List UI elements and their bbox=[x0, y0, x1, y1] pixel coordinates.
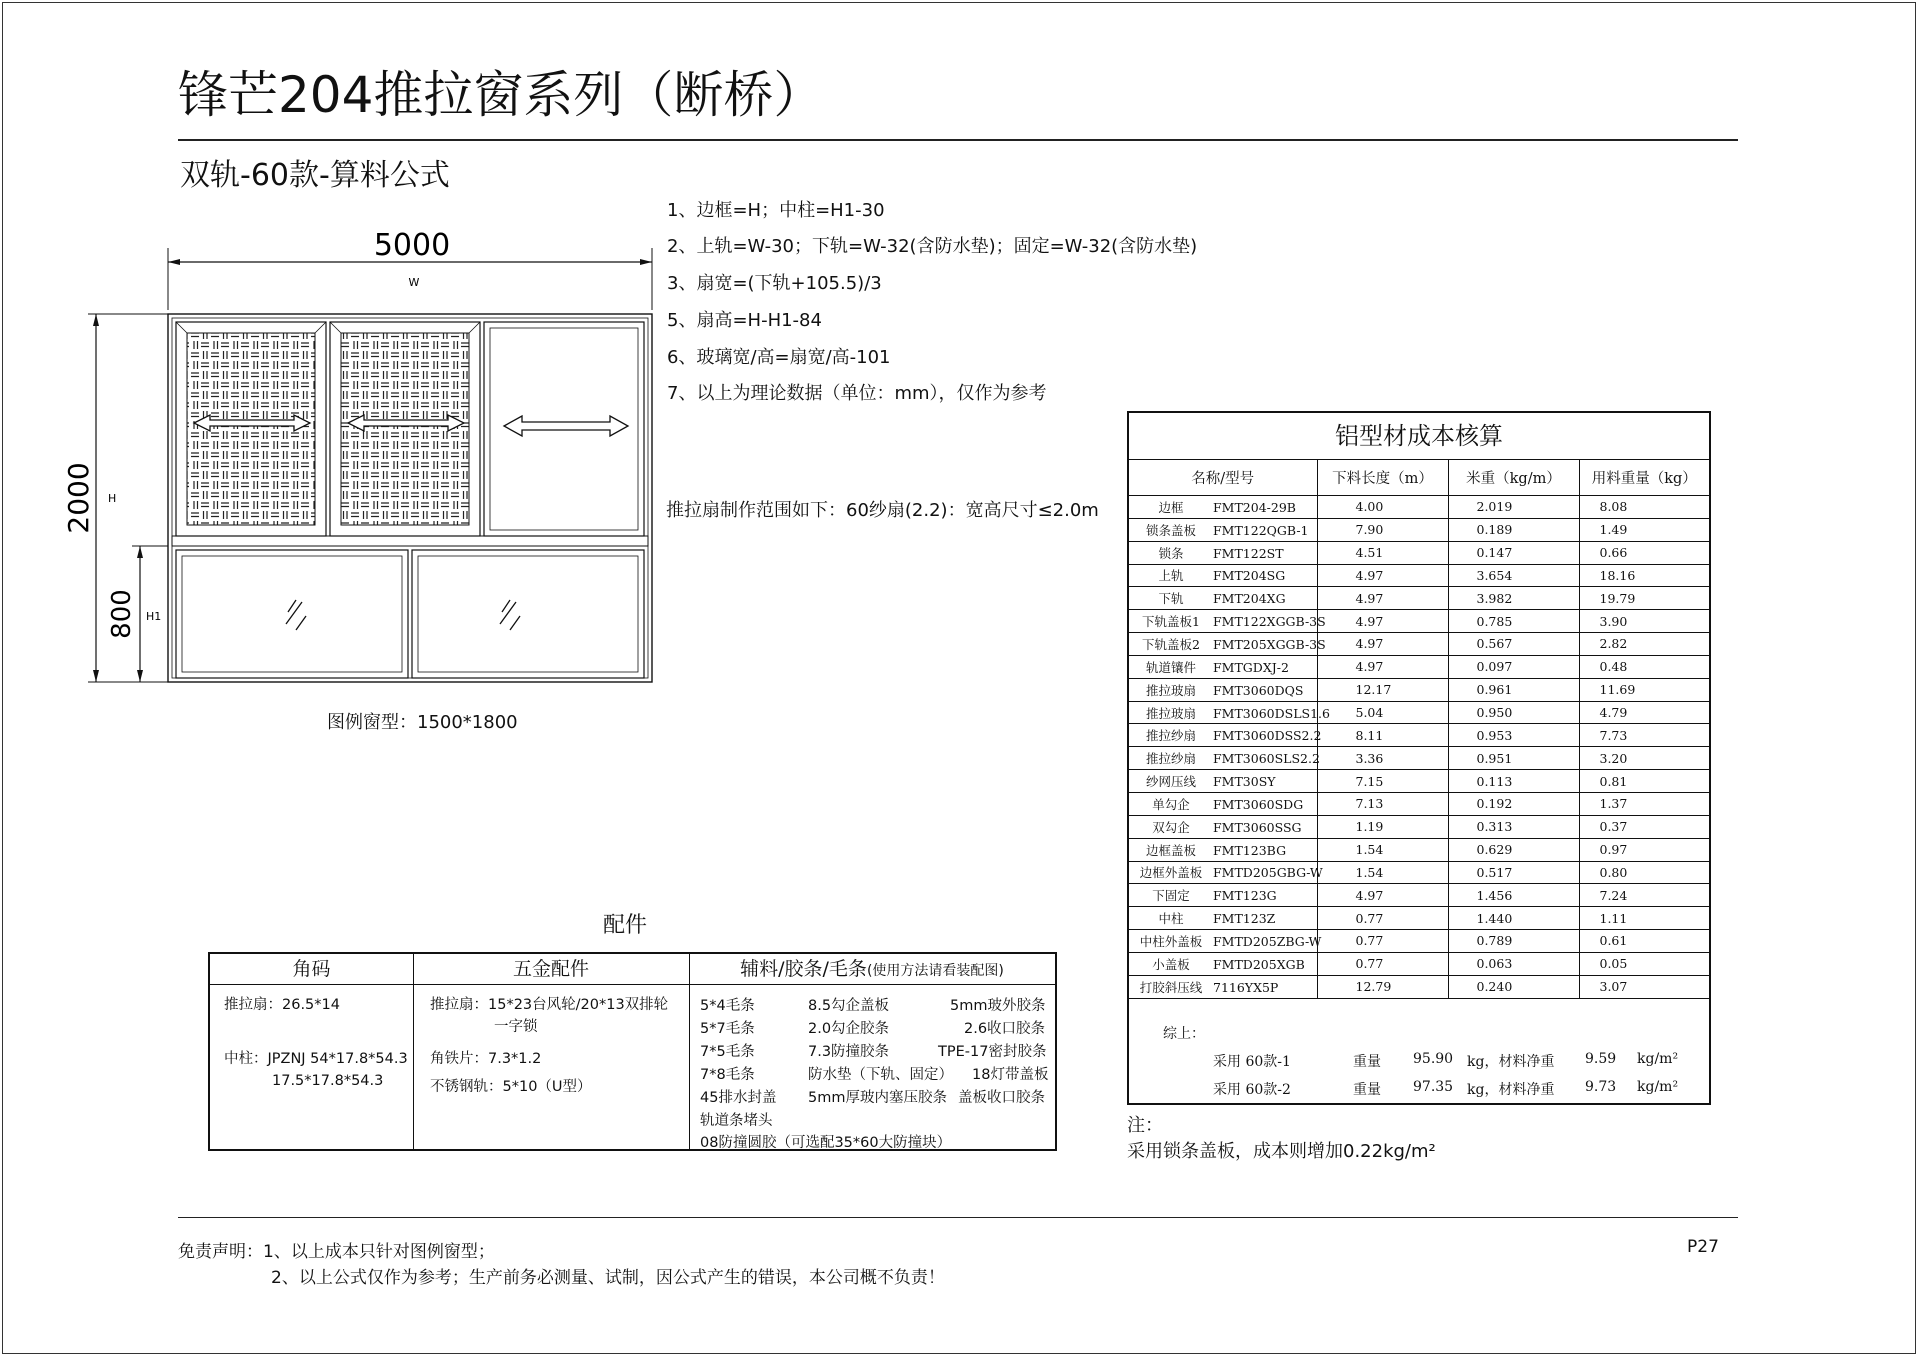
section-subtitle: 双轨-60款-算料公式 bbox=[180, 158, 450, 193]
table-row bbox=[1129, 792, 1709, 815]
cost-table bbox=[1127, 411, 1711, 1105]
table-row bbox=[1129, 564, 1709, 587]
weight-per-meter-cell: 0.567 bbox=[1448, 633, 1579, 656]
column-header: 名称/型号 bbox=[1129, 459, 1317, 496]
summary-unit: kg/m² bbox=[1637, 1079, 1679, 1095]
hardware-item: 不锈钢轨：5*10（U型） bbox=[430, 1079, 592, 1095]
total-weight-cell: 0.66 bbox=[1579, 541, 1709, 564]
column-header: 米重（kg/m） bbox=[1448, 459, 1579, 496]
weight-per-meter-cell: 0.950 bbox=[1448, 701, 1579, 724]
item-model: FMT3060DQS bbox=[1213, 682, 1304, 698]
weight-per-meter-cell: 1.456 bbox=[1448, 884, 1579, 907]
total-weight-cell: 3.90 bbox=[1579, 610, 1709, 633]
total-weight-cell: 0.48 bbox=[1579, 655, 1709, 678]
summary-row bbox=[1129, 1079, 1709, 1101]
column-header-main: 辅料/胶条/毛条 bbox=[740, 958, 867, 980]
aux-item: 5*4毛条 bbox=[700, 998, 755, 1014]
dimension-width-value: 5000 bbox=[373, 228, 451, 263]
length-cell: 1.19 bbox=[1317, 815, 1448, 838]
weight-per-meter-cell: 0.313 bbox=[1448, 815, 1579, 838]
item-name: 纱网压线 bbox=[1145, 774, 1196, 790]
formula-line: 5、扇高=H-H1-84 bbox=[667, 310, 822, 331]
item-name-cell bbox=[1129, 747, 1320, 770]
weight-per-meter-cell: 0.147 bbox=[1448, 541, 1579, 564]
note-title: 注： bbox=[1127, 1115, 1163, 1136]
total-weight-cell: 8.08 bbox=[1579, 496, 1709, 519]
hardware-item: 角铁片：7.3*1.2 bbox=[430, 1051, 542, 1067]
weight-per-meter-cell: 0.113 bbox=[1448, 770, 1579, 793]
item-name-cell bbox=[1129, 770, 1317, 793]
aux-item: 8.5勾企盖板 bbox=[808, 998, 890, 1014]
aux-item: 5mm玻外胶条 bbox=[950, 998, 1046, 1014]
weight-per-meter-cell: 0.063 bbox=[1448, 952, 1579, 975]
item-name-cell bbox=[1129, 815, 1317, 838]
length-cell: 0.77 bbox=[1317, 952, 1448, 975]
summary-weight: 95.90 bbox=[1413, 1051, 1454, 1067]
table-row bbox=[1129, 496, 1709, 519]
aux-item: 08防撞圆胶（可选配35*60大防撞块） bbox=[700, 1135, 952, 1151]
item-name-cell bbox=[1129, 884, 1317, 907]
item-model: FMT122QGB-1 bbox=[1213, 522, 1309, 538]
aux-item: 2.0勾企胶条 bbox=[808, 1021, 890, 1037]
total-weight-cell: 0.05 bbox=[1579, 952, 1709, 975]
item-model: FMTD205ZBG-W bbox=[1213, 933, 1322, 949]
item-model: FMT3060DSS2.2 bbox=[1213, 728, 1322, 744]
item-model: FMT204SG bbox=[1213, 568, 1286, 584]
summary-label: 综上： bbox=[1163, 1026, 1205, 1042]
item-name-cell bbox=[1129, 701, 1330, 724]
length-cell: 4.97 bbox=[1317, 610, 1448, 633]
length-cell: 4.51 bbox=[1317, 541, 1448, 564]
item-name-cell bbox=[1129, 792, 1317, 815]
item-model: FMTD205XGB bbox=[1213, 956, 1305, 972]
weight-per-meter-cell: 1.440 bbox=[1448, 907, 1579, 930]
summary-weight-label: 重量 bbox=[1353, 1054, 1381, 1070]
item-name-cell bbox=[1129, 610, 1326, 633]
item-name: 推拉玻扇 bbox=[1145, 705, 1196, 721]
table-row bbox=[1129, 952, 1709, 975]
item-name-cell bbox=[1129, 518, 1317, 541]
length-cell: 3.36 bbox=[1317, 747, 1448, 770]
formula-line: 1、边框=H；中柱=H1-30 bbox=[667, 200, 885, 221]
item-name-cell bbox=[1129, 633, 1326, 656]
summary-weight: 97.35 bbox=[1413, 1079, 1454, 1095]
column-header bbox=[689, 954, 1055, 985]
length-cell: 1.54 bbox=[1317, 861, 1448, 884]
length-cell: 5.04 bbox=[1317, 701, 1448, 724]
table-row bbox=[1129, 587, 1709, 610]
item-model: FMT122ST bbox=[1213, 545, 1284, 561]
item-name: 上轨 bbox=[1158, 568, 1184, 584]
item-name: 小盖板 bbox=[1152, 956, 1190, 972]
length-cell: 0.77 bbox=[1317, 930, 1448, 953]
range-note: 推拉扇制作范围如下：60纱扇(2.2)：宽高尺寸≤2.0m bbox=[666, 500, 1099, 521]
table-row bbox=[1129, 907, 1709, 930]
table-row bbox=[1129, 930, 1709, 953]
item-name: 打胶斜压线 bbox=[1139, 979, 1203, 995]
item-name: 推拉纱扇 bbox=[1145, 751, 1196, 767]
weight-per-meter-cell: 0.789 bbox=[1448, 930, 1579, 953]
length-cell: 4.97 bbox=[1317, 655, 1448, 678]
length-cell: 7.15 bbox=[1317, 770, 1448, 793]
item-model: FMT205XGGB-3S bbox=[1213, 636, 1326, 652]
formula-line: 2、上轨=W-30；下轨=W-32(含防水垫)；固定=W-32(含防水垫) bbox=[667, 236, 1198, 257]
item-name-cell bbox=[1129, 975, 1317, 998]
item-model: FMT204XG bbox=[1213, 591, 1286, 607]
table-row bbox=[1129, 633, 1709, 656]
dimension-width-symbol: W bbox=[408, 276, 420, 289]
item-model: FMT3060SLS2.2 bbox=[1213, 751, 1320, 767]
summary-unit: kg/m² bbox=[1637, 1051, 1679, 1067]
window-drawing bbox=[60, 220, 680, 690]
cost-table-grid bbox=[1129, 459, 1709, 999]
summary-row bbox=[1129, 1051, 1709, 1073]
length-cell: 4.97 bbox=[1317, 884, 1448, 907]
corner-item: 推拉扇：26.5*14 bbox=[224, 997, 340, 1013]
item-model: 7116YX5P bbox=[1213, 979, 1279, 995]
column-header: 五金配件 bbox=[413, 954, 689, 985]
table-row bbox=[1129, 747, 1709, 770]
total-weight-cell: 0.97 bbox=[1579, 838, 1709, 861]
weight-per-meter-cell: 2.019 bbox=[1448, 496, 1579, 519]
table-row bbox=[1129, 861, 1709, 884]
table-row bbox=[1129, 815, 1709, 838]
column-header: 下料长度（m） bbox=[1317, 459, 1448, 496]
table-row bbox=[1129, 655, 1709, 678]
summary-unit: kg，材料净重 bbox=[1467, 1054, 1555, 1070]
item-name: 单勾企 bbox=[1152, 796, 1190, 812]
dimension-lower-value: 800 bbox=[107, 589, 137, 639]
total-weight-cell: 7.24 bbox=[1579, 884, 1709, 907]
summary-weight-label: 重量 bbox=[1353, 1082, 1381, 1098]
page-number: P27 bbox=[1687, 1237, 1719, 1257]
dimension-lower-symbol: H1 bbox=[146, 610, 162, 623]
item-model: FMT3060DSLS1.6 bbox=[1213, 705, 1330, 721]
item-name: 下轨盖板2 bbox=[1142, 636, 1200, 652]
item-model: FMT123G bbox=[1213, 888, 1277, 904]
dimension-height-value: 2000 bbox=[62, 462, 95, 534]
total-weight-cell: 4.79 bbox=[1579, 701, 1709, 724]
aux-item: 18灯带盖板 bbox=[972, 1067, 1049, 1083]
item-name: 下轨盖板1 bbox=[1142, 614, 1200, 630]
accessories-table bbox=[208, 952, 1057, 1151]
weight-per-meter-cell: 0.189 bbox=[1448, 518, 1579, 541]
weight-per-meter-cell: 0.785 bbox=[1448, 610, 1579, 633]
aux-item: 5mm厚玻内塞压胶条 bbox=[808, 1090, 947, 1106]
item-model: FMT123BG bbox=[1213, 842, 1287, 858]
item-name-cell bbox=[1129, 838, 1317, 861]
note-text: 采用锁条盖板，成本则增加0.22kg/m² bbox=[1127, 1141, 1436, 1162]
cost-table-body bbox=[1129, 496, 1709, 999]
weight-per-meter-cell: 0.240 bbox=[1448, 975, 1579, 998]
table-row bbox=[1129, 838, 1709, 861]
length-cell: 12.17 bbox=[1317, 678, 1448, 701]
item-name: 推拉纱扇 bbox=[1145, 728, 1196, 744]
formula-line: 3、扇宽=(下轨+105.5)/3 bbox=[667, 273, 882, 294]
weight-per-meter-cell: 0.951 bbox=[1448, 747, 1579, 770]
table-row bbox=[1129, 678, 1709, 701]
aux-item: 防水垫（下轨、固定） bbox=[808, 1067, 953, 1083]
weight-per-meter-cell: 3.982 bbox=[1448, 587, 1579, 610]
item-model: FMTGDXJ-2 bbox=[1213, 659, 1289, 675]
item-name-cell bbox=[1129, 907, 1317, 930]
total-weight-cell: 19.79 bbox=[1579, 587, 1709, 610]
table-row bbox=[1129, 884, 1709, 907]
footer-divider bbox=[178, 1217, 1738, 1218]
item-name: 中柱 bbox=[1158, 911, 1184, 927]
column-header: 角码 bbox=[210, 954, 413, 985]
length-cell: 0.77 bbox=[1317, 907, 1448, 930]
hardware-item: 推拉扇：15*23台风轮/20*13双排轮 bbox=[430, 997, 669, 1013]
weight-per-meter-cell: 0.953 bbox=[1448, 724, 1579, 747]
total-weight-cell: 0.81 bbox=[1579, 770, 1709, 793]
aux-item: 7*5毛条 bbox=[700, 1044, 755, 1060]
aux-item: 7.3防撞胶条 bbox=[808, 1044, 890, 1060]
total-weight-cell: 18.16 bbox=[1579, 564, 1709, 587]
item-name: 中柱外盖板 bbox=[1139, 933, 1203, 949]
item-name-cell bbox=[1129, 930, 1322, 953]
item-name-cell bbox=[1129, 655, 1317, 678]
item-name: 锁条盖板 bbox=[1145, 522, 1196, 538]
column-header-sub: (使用方法请看装配图) bbox=[866, 963, 1004, 979]
length-cell: 4.97 bbox=[1317, 587, 1448, 610]
total-weight-cell: 1.49 bbox=[1579, 518, 1709, 541]
item-model: FMT123Z bbox=[1213, 911, 1276, 927]
item-name: 边框 bbox=[1158, 499, 1184, 515]
summary-unit: kg，材料净重 bbox=[1467, 1082, 1555, 1098]
total-weight-cell: 7.73 bbox=[1579, 724, 1709, 747]
length-cell: 4.97 bbox=[1317, 633, 1448, 656]
length-cell: 7.13 bbox=[1317, 792, 1448, 815]
corner-item: 17.5*17.8*54.3 bbox=[272, 1073, 384, 1089]
corner-item: 中柱：JPZNJ 54*17.8*54.3 bbox=[224, 1051, 408, 1067]
cost-table-title: 铝型材成本核算 bbox=[1129, 413, 1709, 460]
table-row bbox=[1129, 724, 1709, 747]
total-weight-cell: 1.37 bbox=[1579, 792, 1709, 815]
summary-use: 采用 60款-2 bbox=[1213, 1082, 1291, 1098]
table-row bbox=[1129, 541, 1709, 564]
item-name: 下固定 bbox=[1152, 888, 1190, 904]
aux-item: 2.6收口胶条 bbox=[964, 1021, 1046, 1037]
formula-line: 7、以上为理论数据（单位：mm），仅作为参考 bbox=[667, 383, 1047, 404]
item-name: 边框外盖板 bbox=[1139, 865, 1203, 881]
page-title: 锋芒204推拉窗系列（断桥） bbox=[178, 66, 824, 124]
item-name-cell bbox=[1129, 724, 1322, 747]
length-cell: 7.90 bbox=[1317, 518, 1448, 541]
item-name-cell bbox=[1129, 678, 1317, 701]
total-weight-cell: 1.11 bbox=[1579, 907, 1709, 930]
aux-item: TPE-17密封胶条 bbox=[938, 1044, 1047, 1060]
item-model: FMT204-29B bbox=[1213, 499, 1296, 515]
dimension-height-symbol: H bbox=[108, 492, 117, 505]
aux-item: 盖板收口胶条 bbox=[958, 1090, 1045, 1106]
weight-per-meter-cell: 3.654 bbox=[1448, 564, 1579, 587]
total-weight-cell: 2.82 bbox=[1579, 633, 1709, 656]
item-model: FMT3060SDG bbox=[1213, 796, 1304, 812]
total-weight-cell: 3.07 bbox=[1579, 975, 1709, 998]
item-name: 锁条 bbox=[1158, 545, 1184, 561]
length-cell: 12.79 bbox=[1317, 975, 1448, 998]
disclaimer-line: 2、以上公式仅作为参考；生产前务必测量、试制，因公式产生的错误，本公司概不负责！ bbox=[271, 1268, 945, 1288]
length-cell: 8.11 bbox=[1317, 724, 1448, 747]
summary-net: 9.59 bbox=[1585, 1051, 1617, 1067]
summary-net: 9.73 bbox=[1585, 1079, 1617, 1095]
aux-item: 5*7毛条 bbox=[700, 1021, 755, 1037]
item-name-cell bbox=[1129, 861, 1323, 884]
item-model: FMT30SY bbox=[1213, 774, 1276, 790]
item-model: FMT3060SSG bbox=[1213, 819, 1302, 835]
summary-use: 采用 60款-1 bbox=[1213, 1054, 1291, 1070]
length-cell: 4.97 bbox=[1317, 564, 1448, 587]
total-weight-cell: 0.80 bbox=[1579, 861, 1709, 884]
total-weight-cell: 0.61 bbox=[1579, 930, 1709, 953]
item-name-cell bbox=[1129, 564, 1317, 587]
weight-per-meter-cell: 0.961 bbox=[1448, 678, 1579, 701]
item-name: 下轨 bbox=[1158, 591, 1184, 607]
item-model: FMTD205GBG-W bbox=[1213, 865, 1323, 881]
total-weight-cell: 11.69 bbox=[1579, 678, 1709, 701]
table-row bbox=[1129, 975, 1709, 998]
item-name: 轨道镶件 bbox=[1145, 659, 1196, 675]
table-row bbox=[1129, 701, 1709, 724]
length-cell: 4.00 bbox=[1317, 496, 1448, 519]
weight-per-meter-cell: 0.192 bbox=[1448, 792, 1579, 815]
item-model: FMT122XGGB-3S bbox=[1213, 614, 1326, 630]
accessories-title: 配件 bbox=[603, 913, 648, 938]
item-name-cell bbox=[1129, 496, 1317, 519]
formula-line: 6、玻璃宽/高=扇宽/高-101 bbox=[667, 347, 891, 368]
item-name: 推拉玻扇 bbox=[1145, 682, 1196, 698]
drawing-caption: 图例窗型：1500*1800 bbox=[327, 712, 518, 733]
table-row bbox=[1129, 770, 1709, 793]
weight-per-meter-cell: 0.517 bbox=[1448, 861, 1579, 884]
item-name-cell bbox=[1129, 952, 1317, 975]
table-row bbox=[1129, 518, 1709, 541]
weight-per-meter-cell: 0.097 bbox=[1448, 655, 1579, 678]
item-name: 双勾企 bbox=[1152, 819, 1190, 835]
title-divider bbox=[178, 139, 1738, 141]
item-name: 边框盖板 bbox=[1145, 842, 1196, 858]
aux-item: 轨道条堵头 bbox=[700, 1113, 773, 1129]
disclaimer-line: 免责声明：1、以上成本只针对图例窗型； bbox=[178, 1242, 495, 1262]
hardware-item: 一字锁 bbox=[494, 1019, 538, 1035]
length-cell: 1.54 bbox=[1317, 838, 1448, 861]
total-weight-cell: 0.37 bbox=[1579, 815, 1709, 838]
item-name-cell bbox=[1129, 541, 1317, 564]
item-name-cell bbox=[1129, 587, 1317, 610]
aux-item: 7*8毛条 bbox=[700, 1067, 755, 1083]
total-weight-cell: 3.20 bbox=[1579, 747, 1709, 770]
table-row bbox=[1129, 610, 1709, 633]
column-header: 用料重量（kg） bbox=[1579, 459, 1709, 496]
aux-item: 45排水封盖 bbox=[700, 1090, 777, 1106]
weight-per-meter-cell: 0.629 bbox=[1448, 838, 1579, 861]
